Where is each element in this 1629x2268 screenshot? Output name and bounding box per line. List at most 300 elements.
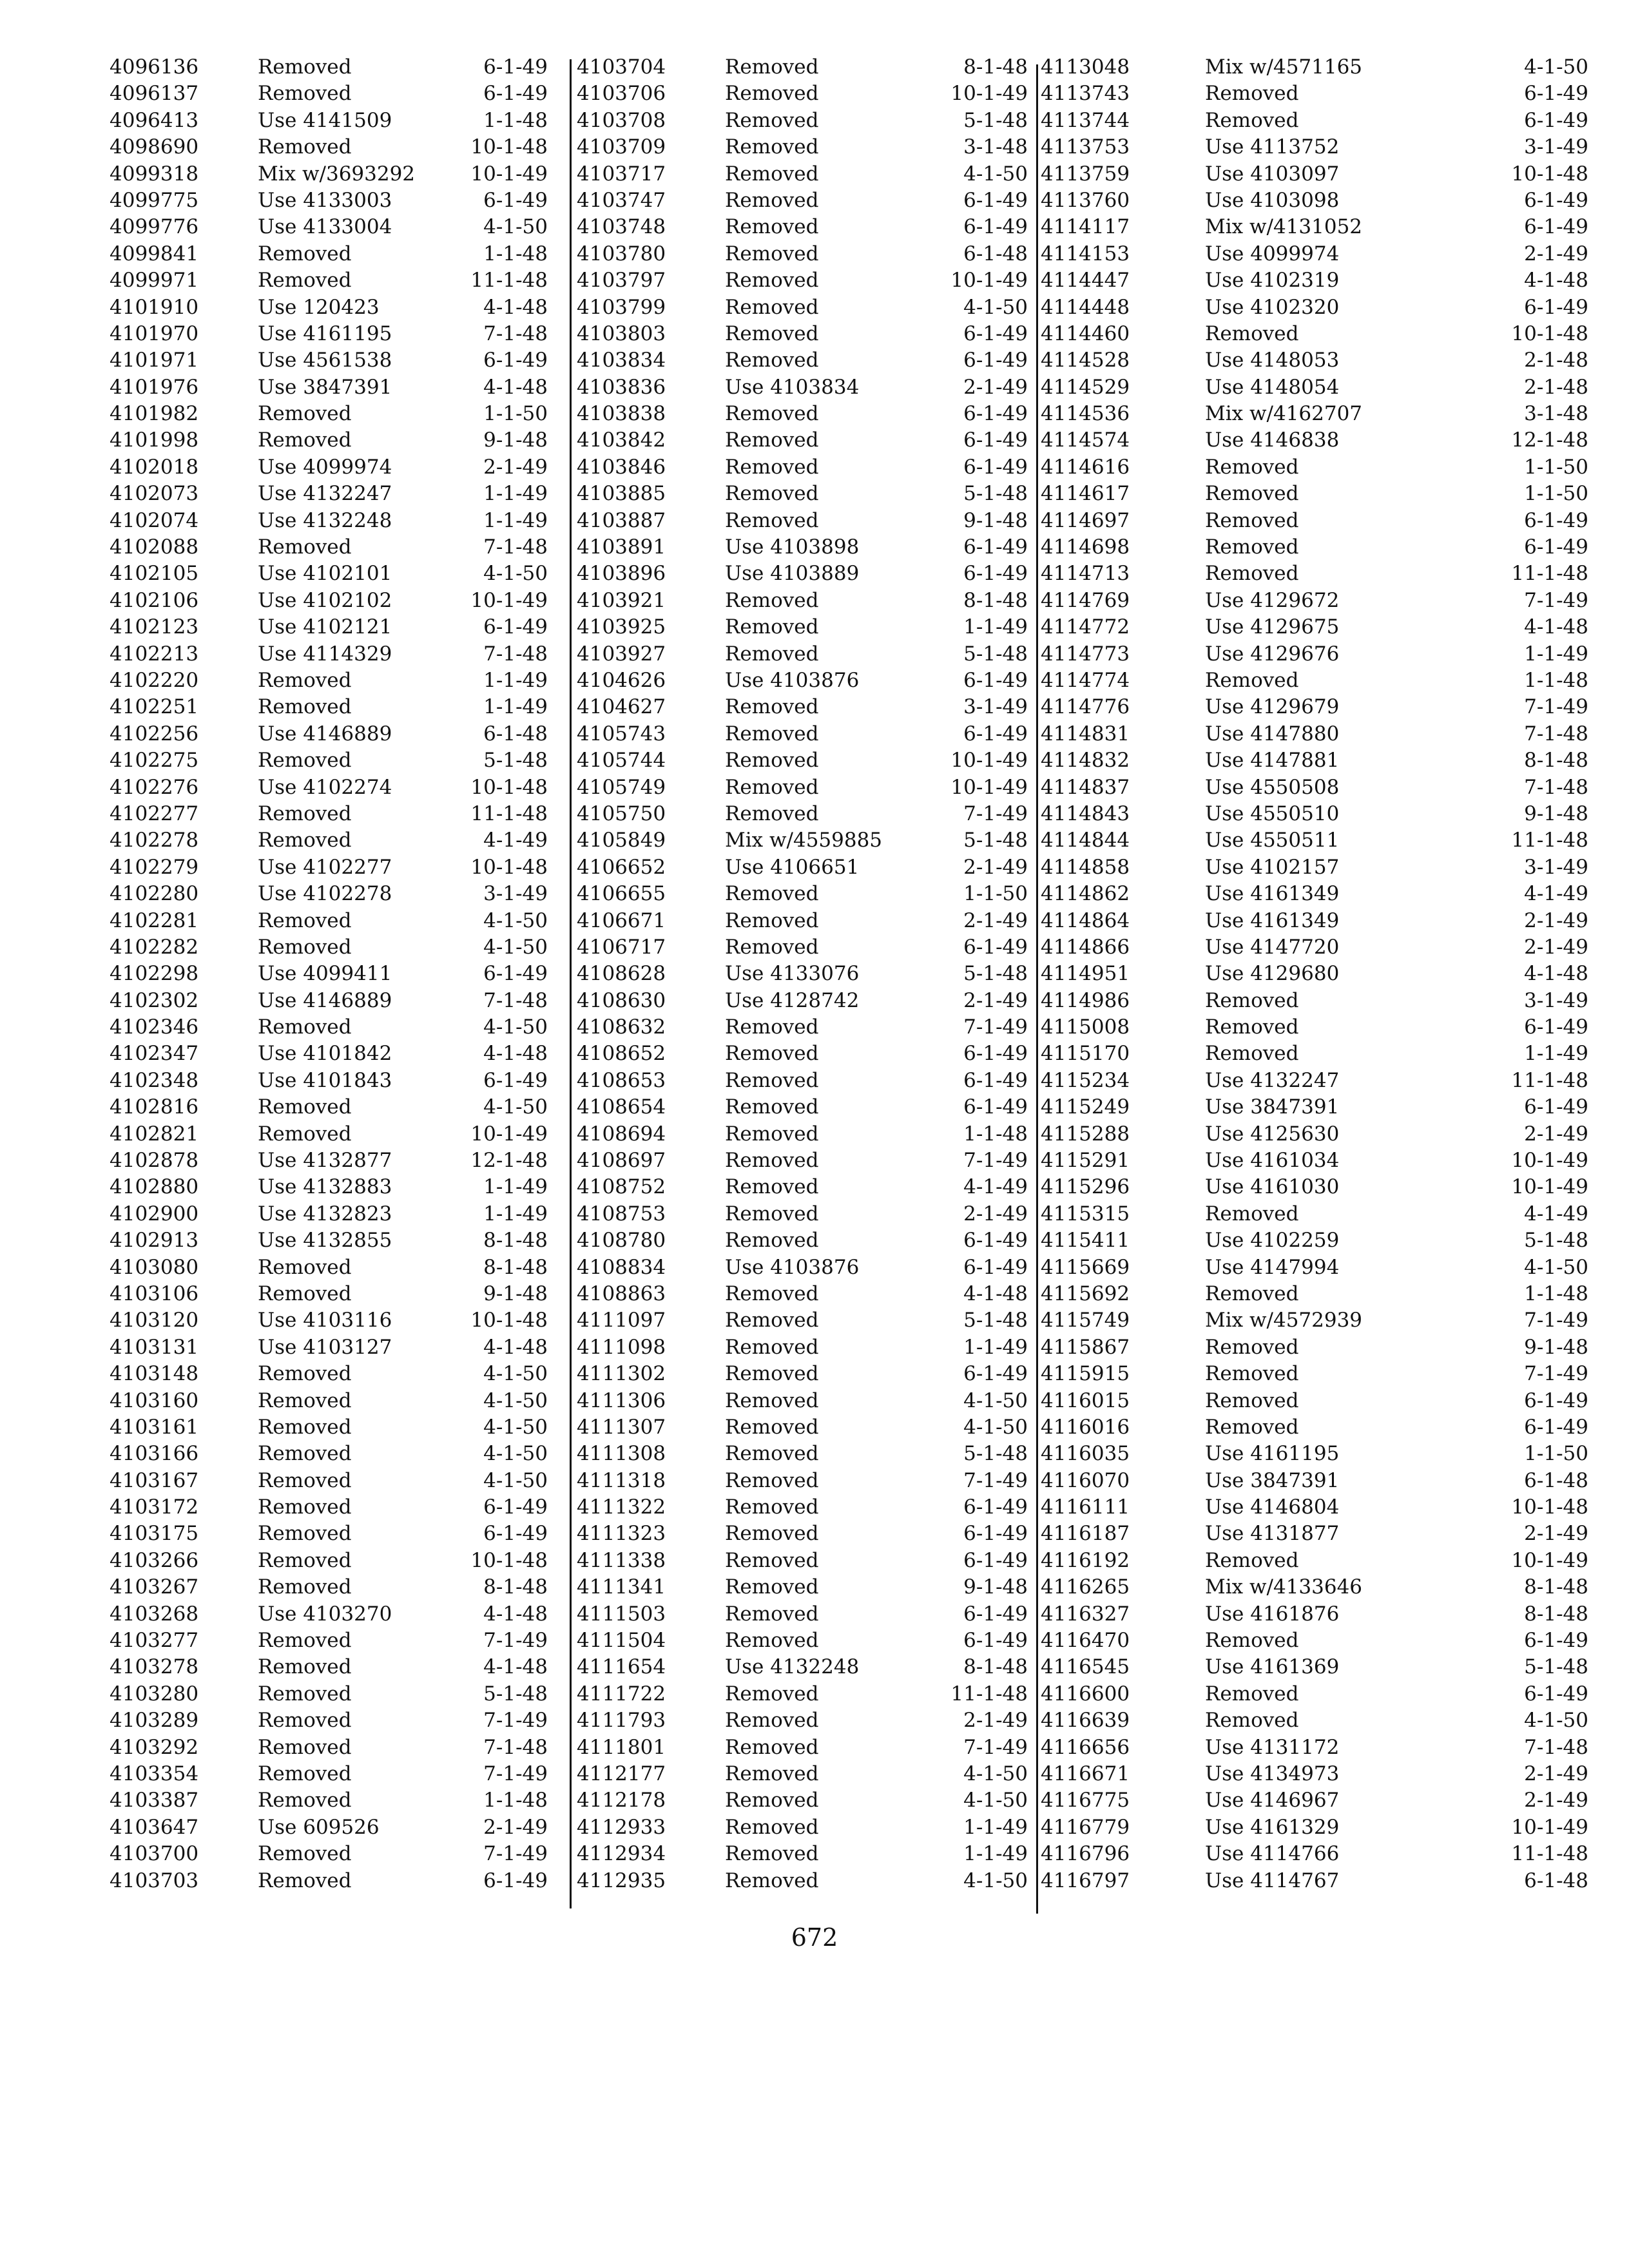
parts-row [577,454,1041,481]
effective-date: 6-1-49 [1524,1682,1588,1706]
part-number: 4102348 [110,1068,199,1092]
effective-date: 4-1-50 [1524,1255,1588,1279]
parts-row [577,1441,1041,1467]
disposition: Use 4129676 [1205,642,1340,666]
parts-row [577,934,1041,961]
part-number: 4105744 [577,749,666,773]
part-number: 4103708 [577,108,666,132]
part-number: 4096136 [110,55,199,79]
effective-date: 2-1-49 [1524,1789,1588,1812]
parts-row [110,1601,574,1628]
part-number: 4114773 [1041,642,1130,666]
parts-row [110,561,574,587]
disposition: Removed [725,908,819,932]
disposition: Removed [258,242,352,265]
effective-date: 7-1-49 [1524,695,1588,719]
effective-date: 6-1-49 [1524,508,1588,532]
parts-row [110,881,574,907]
part-number: 4114617 [1041,482,1130,506]
part-number: 4111793 [577,1709,666,1733]
effective-date: 6-1-49 [483,1495,548,1519]
disposition: Removed [1205,1709,1299,1733]
part-number: 4114837 [1041,775,1130,799]
part-number: 4108752 [577,1175,666,1199]
disposition: Removed [258,1122,352,1146]
parts-row [1041,1254,1588,1281]
part-number: 4103799 [577,295,666,319]
disposition: Removed [725,1015,819,1039]
disposition: Removed [1205,988,1299,1012]
effective-date: 1-1-50 [963,882,1028,906]
effective-date: 4-1-50 [963,162,1028,186]
parts-row [110,347,574,374]
parts-row [577,134,1041,160]
effective-date: 6-1-49 [963,215,1028,239]
parts-row [577,641,1041,668]
part-number: 4115008 [1041,1015,1130,1039]
part-number: 4114843 [1041,802,1130,825]
effective-date: 5-1-48 [963,962,1028,986]
part-number: 4096413 [110,108,199,132]
disposition: Removed [725,1735,819,1759]
effective-date: 2-1-48 [1524,349,1588,372]
part-number: 4114866 [1041,935,1130,959]
effective-date: 6-1-49 [1524,1415,1588,1439]
effective-date: 1-1-49 [483,1175,548,1199]
effective-date: 6-1-49 [1524,1389,1588,1412]
parts-row [577,54,1041,81]
effective-date: 1-1-50 [483,402,548,426]
part-number: 4113744 [1041,108,1130,132]
disposition: Removed [258,402,352,426]
part-number: 4102821 [110,1122,199,1146]
disposition: Removed [725,1442,819,1466]
part-number: 4116265 [1041,1575,1130,1599]
disposition: Removed [725,1335,819,1359]
parts-row [110,1841,574,1867]
disposition: Removed [1205,1282,1299,1305]
disposition: Use 4103098 [1205,188,1340,212]
part-number: 4116656 [1041,1735,1130,1759]
part-number: 4114536 [1041,402,1130,426]
parts-row [110,54,574,81]
disposition: Use 4114766 [1205,1842,1340,1866]
disposition: Use 4550511 [1205,829,1340,852]
parts-row [577,1494,1041,1521]
effective-date: 3-1-48 [963,135,1028,159]
parts-row [1041,1414,1588,1441]
part-number: 4103927 [577,642,666,666]
part-number: 4116775 [1041,1789,1130,1812]
parts-row [577,721,1041,747]
effective-date: 4-1-48 [483,375,548,399]
part-number: 4114832 [1041,749,1130,773]
disposition: Removed [725,1495,819,1519]
part-number: 4102282 [110,935,199,959]
disposition: Use 4114767 [1205,1869,1340,1892]
effective-date: 4-1-50 [483,935,548,959]
disposition: Use 4131172 [1205,1735,1340,1759]
effective-date: 4-1-50 [963,1762,1028,1785]
effective-date: 2-1-49 [483,455,548,479]
effective-date: 2-1-48 [1524,375,1588,399]
effective-date: 7-1-49 [963,802,1028,825]
part-number: 4115411 [1041,1229,1130,1253]
part-number: 4116639 [1041,1709,1130,1733]
parts-row [1041,747,1588,774]
parts-row [110,161,574,187]
part-number: 4102088 [110,535,199,559]
parts-row [1041,241,1588,267]
effective-date: 1-1-50 [1524,1442,1588,1466]
part-number: 4101982 [110,402,199,426]
parts-row [1041,161,1588,187]
effective-date: 11-1-48 [1511,562,1588,586]
part-number: 4099841 [110,242,199,265]
part-number: 4108863 [577,1282,666,1305]
effective-date: 6-1-49 [963,1602,1028,1626]
parts-row [1041,827,1588,854]
effective-date: 1-1-50 [1524,482,1588,506]
effective-date: 1-1-48 [483,242,548,265]
effective-date: 8-1-48 [483,1255,548,1279]
part-number: 4105849 [577,829,666,852]
parts-row [577,481,1041,507]
disposition: Use 4132248 [258,508,392,532]
part-number: 4114616 [1041,455,1130,479]
parts-row [110,1281,574,1307]
parts-row [577,161,1041,187]
part-number: 4102074 [110,508,199,532]
parts-row [110,1041,574,1067]
disposition: Removed [258,1869,352,1892]
part-number: 4105743 [577,722,666,745]
part-number: 4103700 [110,1842,199,1866]
disposition: Removed [725,1229,819,1253]
part-number: 4111308 [577,1442,666,1466]
disposition: Use 4103270 [258,1602,392,1626]
parts-row [110,1441,574,1467]
parts-row [1041,1281,1588,1307]
part-number: 4103803 [577,322,666,345]
parts-row [1041,1601,1588,1628]
disposition: Removed [1205,1548,1299,1572]
effective-date: 6-1-49 [483,615,548,639]
effective-date: 6-1-49 [483,188,548,212]
effective-date: 4-1-49 [963,1175,1028,1199]
parts-row [110,1707,574,1734]
part-number: 4103647 [110,1815,199,1839]
part-number: 4108780 [577,1229,666,1253]
disposition: Use 4102259 [1205,1229,1340,1253]
parts-row [110,961,574,987]
column-2 [577,54,1041,1894]
disposition: Use 4099974 [258,455,392,479]
effective-date: 2-1-49 [1524,908,1588,932]
parts-row [1041,854,1588,881]
disposition: Removed [258,1682,352,1706]
parts-row [1041,1441,1588,1467]
part-number: 4113048 [1041,55,1130,79]
disposition: Removed [258,695,352,719]
effective-date: 7-1-48 [483,322,548,345]
part-number: 4096137 [110,82,199,106]
part-number: 4102275 [110,749,199,773]
parts-row [577,1068,1041,1094]
effective-date: 6-1-49 [1524,82,1588,106]
part-number: 4114447 [1041,269,1130,293]
disposition: Removed [725,1122,819,1146]
parts-row [1041,321,1588,347]
effective-date: 4-1-50 [963,1389,1028,1412]
part-number: 4111503 [577,1602,666,1626]
disposition: Use 4103898 [725,535,860,559]
disposition: Removed [258,1789,352,1812]
part-number: 4112934 [577,1842,666,1866]
part-number: 4101976 [110,375,199,399]
part-number: 4111322 [577,1495,666,1519]
parts-row [110,374,574,401]
parts-row [1041,294,1588,321]
disposition: Removed [725,1762,819,1785]
effective-date: 9-1-48 [483,428,548,452]
parts-row [577,508,1041,534]
effective-date: 7-1-49 [963,1149,1028,1173]
disposition: Removed [725,1548,819,1572]
part-number: 4102346 [110,1015,199,1039]
disposition: Use 3847391 [1205,1468,1340,1492]
disposition: Use 4103876 [725,1255,860,1279]
part-number: 4111801 [577,1735,666,1759]
disposition: Removed [725,1042,819,1066]
parts-row [1041,347,1588,374]
parts-row [577,988,1041,1014]
parts-row [110,694,574,720]
effective-date: 2-1-49 [1524,242,1588,265]
effective-date: 1-1-48 [483,1789,548,1812]
effective-date: 8-1-48 [483,1575,548,1599]
disposition: Removed [725,1869,819,1892]
parts-row [110,1654,574,1680]
parts-row [110,934,574,961]
disposition: Use 4099974 [1205,242,1340,265]
disposition: Use 4146889 [258,722,392,745]
effective-date: 4-1-50 [483,1468,548,1492]
parts-row [577,1868,1041,1894]
effective-date: 5-1-48 [963,642,1028,666]
disposition: Removed [725,642,819,666]
effective-date: 1-1-49 [963,1815,1028,1839]
part-number: 4103925 [577,615,666,639]
disposition: Removed [1205,1629,1299,1653]
parts-row [110,1414,574,1441]
parts-row [577,1307,1041,1334]
part-number: 4111302 [577,1362,666,1386]
disposition: Use 4161195 [1205,1442,1340,1466]
parts-row [577,534,1041,561]
part-number: 4103887 [577,508,666,532]
parts-row [577,347,1041,374]
disposition: Use 4103116 [258,1309,392,1332]
disposition: Removed [1205,1015,1299,1039]
parts-row [577,614,1041,640]
disposition: Removed [725,1468,819,1492]
disposition: Removed [258,1015,352,1039]
parts-row [1041,214,1588,240]
effective-date: 6-1-49 [963,668,1028,692]
effective-date: 4-1-50 [963,295,1028,319]
part-number: 4102281 [110,908,199,932]
part-number: 4114713 [1041,562,1130,586]
part-number: 4105749 [577,775,666,799]
part-number: 4114528 [1041,349,1130,372]
effective-date: 3-1-48 [1524,402,1588,426]
effective-date: 1-1-49 [483,668,548,692]
part-number: 4116470 [1041,1629,1130,1653]
disposition: Use 4161369 [1205,1655,1340,1679]
disposition: Use 4161349 [1205,908,1340,932]
disposition: Removed [725,775,819,799]
effective-date: 4-1-50 [483,1362,548,1386]
disposition: Removed [258,82,352,106]
parts-row [110,1094,574,1120]
disposition: Use 4106651 [725,855,860,879]
part-number: 4108694 [577,1122,666,1146]
disposition: Use 4129680 [1205,962,1340,986]
parts-row [577,187,1041,214]
disposition: Use 4102274 [258,775,392,799]
part-number: 4111307 [577,1415,666,1439]
part-number: 4116327 [1041,1602,1130,1626]
parts-row [577,1787,1041,1814]
disposition: Removed [1205,1415,1299,1439]
disposition: Removed [725,1789,819,1812]
disposition: Removed [1205,1335,1299,1359]
part-number: 4111098 [577,1335,666,1359]
effective-date: 11-1-48 [1511,829,1588,852]
disposition: Use 4132247 [258,482,392,506]
effective-date: 5-1-48 [1524,1655,1588,1679]
part-number: 4114772 [1041,615,1130,639]
part-number: 4116111 [1041,1495,1130,1519]
disposition: Removed [258,1255,352,1279]
effective-date: 6-1-48 [1524,1468,1588,1492]
parts-row [1041,801,1588,827]
parts-row [110,1068,574,1094]
effective-date: 4-1-50 [963,1789,1028,1812]
part-number: 4112935 [577,1869,666,1892]
part-number: 4111722 [577,1682,666,1706]
parts-row [577,1707,1041,1734]
parts-row [577,908,1041,934]
effective-date: 7-1-49 [1524,1362,1588,1386]
effective-date: 11-1-48 [950,1682,1028,1706]
parts-row [577,1628,1041,1654]
effective-date: 5-1-48 [963,1442,1028,1466]
effective-date: 10-1-48 [1511,162,1588,186]
parts-row [1041,668,1588,694]
effective-date: 9-1-48 [1524,802,1588,825]
part-number: 4116016 [1041,1415,1130,1439]
disposition: Removed [725,1095,819,1119]
part-number: 4103175 [110,1522,199,1546]
part-number: 4113759 [1041,162,1130,186]
effective-date: 10-1-49 [1511,1149,1588,1173]
part-number: 4106655 [577,882,666,906]
disposition: Use 4132247 [1205,1068,1340,1092]
parts-row [577,241,1041,267]
disposition: Mix w/4162707 [1205,402,1363,426]
part-number: 4114844 [1041,829,1130,852]
part-number: 4103891 [577,535,666,559]
disposition: Removed [258,535,352,559]
effective-date: 6-1-49 [483,962,548,986]
disposition: Use 4161195 [258,322,392,345]
effective-date: 7-1-48 [483,1735,548,1759]
effective-date: 6-1-49 [483,1068,548,1092]
part-number: 4111341 [577,1575,666,1599]
effective-date: 7-1-49 [963,1015,1028,1039]
effective-date: 8-1-48 [1524,1602,1588,1626]
effective-date: 11-1-48 [470,802,548,825]
parts-row [577,668,1041,694]
parts-row [1041,401,1588,427]
part-number: 4103885 [577,482,666,506]
part-number: 4112178 [577,1789,666,1812]
disposition: Removed [258,1762,352,1785]
parts-row [1041,108,1588,134]
parts-row [110,214,574,240]
disposition: Removed [258,269,352,293]
disposition: Removed [258,1389,352,1412]
parts-row [110,721,574,747]
part-number: 4114831 [1041,722,1130,745]
effective-date: 11-1-48 [470,269,548,293]
disposition: Use 4129679 [1205,695,1340,719]
disposition: Removed [258,1442,352,1466]
effective-date: 4-1-48 [483,1602,548,1626]
parts-row [110,1681,574,1707]
disposition: Use 4141509 [258,108,392,132]
effective-date: 6-1-49 [963,349,1028,372]
disposition: Use 4550508 [1205,775,1340,799]
disposition: Mix w/4571165 [1205,55,1363,79]
effective-date: 8-1-48 [963,55,1028,79]
effective-date: 1-1-49 [963,1335,1028,1359]
disposition: Removed [725,322,819,345]
part-number: 4103846 [577,455,666,479]
disposition: Use 4102102 [258,588,392,612]
parts-row [1041,1707,1588,1734]
disposition: Removed [725,215,819,239]
part-number: 4116545 [1041,1655,1130,1679]
effective-date: 10-1-49 [950,82,1028,106]
part-number: 4102251 [110,695,199,719]
disposition: Removed [725,1415,819,1439]
disposition: Removed [725,1629,819,1653]
effective-date: 1-1-50 [1524,455,1588,479]
parts-row [1041,988,1588,1014]
effective-date: 1-1-48 [483,108,548,132]
effective-date: 6-1-49 [1524,1095,1588,1119]
disposition: Removed [725,402,819,426]
effective-date: 4-1-50 [963,1869,1028,1892]
part-number: 4116035 [1041,1442,1130,1466]
effective-date: 6-1-49 [963,428,1028,452]
part-number: 4113753 [1041,135,1130,159]
disposition: Use 3847391 [1205,1095,1340,1119]
disposition: Removed [258,1282,352,1305]
